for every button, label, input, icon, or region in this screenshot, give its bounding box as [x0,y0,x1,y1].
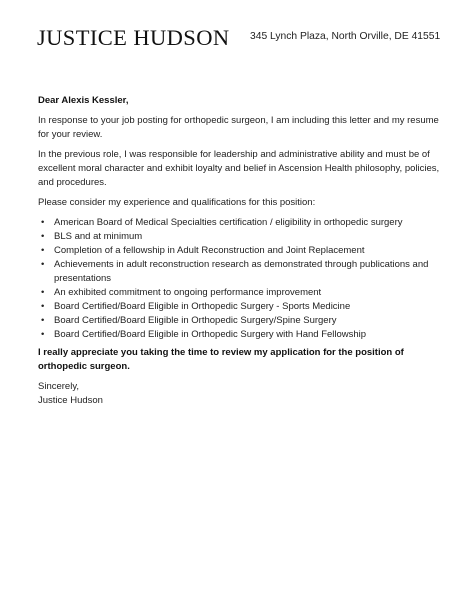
signature-name: Justice Hudson [38,395,103,406]
qualifications-intro: Please consider my experience and qualifications for this position: [38,197,316,208]
intro-paragraph: In response to your job posting for orthopedic surgeon, I am including this letter and my resume for your review. [38,115,439,140]
applicant-address: 345 Lynch Plaza, North Orville, DE 41551 [250,31,441,42]
qualification-item: • An exhibited commitment to ongoing performance improvement [50,286,440,300]
qualification-item: • American Board of Medical Specialties certification / eligibility in orthopedic surgery [50,216,440,230]
letter-header [37,24,441,52]
signoff-block [38,380,440,408]
qualification-item: • Board Certified/Board Eligible in Orthopedic Surgery/Spine Surgery [50,314,440,328]
qualification-item: • Completion of a fellowship in Adult Reconstruction and Joint Replacement [50,244,440,258]
qualification-item: • Board Certified/Board Eligible in Orthopedic Surgery with Hand Fellowship [50,328,440,342]
qualification-item: • Achievements in adult reconstruction research as demonstrated through publications and presentations [50,258,440,286]
salutation: Dear Alexis Kessler, [38,95,129,106]
experience-paragraph: In the previous role, I was responsible for leadership and administrative ability and must be of excellent moral character and exhibit loyalty and belief in Ascension Health philosophy, policies, and procedures. [38,149,440,188]
closing-paragraph: I really appreciate you taking the time to review my application for the position of orthopedic surgeon. [38,347,404,372]
cover-letter-body [38,94,440,408]
applicant-name: JUSTICE HUDSON [37,25,230,50]
qualifications-list [38,216,440,342]
qualification-item: • Board Certified/Board Eligible in Orthopedic Surgery - Sports Medicine [50,300,440,314]
qualification-item: • BLS and at minimum [50,230,440,244]
signoff: Sincerely, [38,381,80,392]
